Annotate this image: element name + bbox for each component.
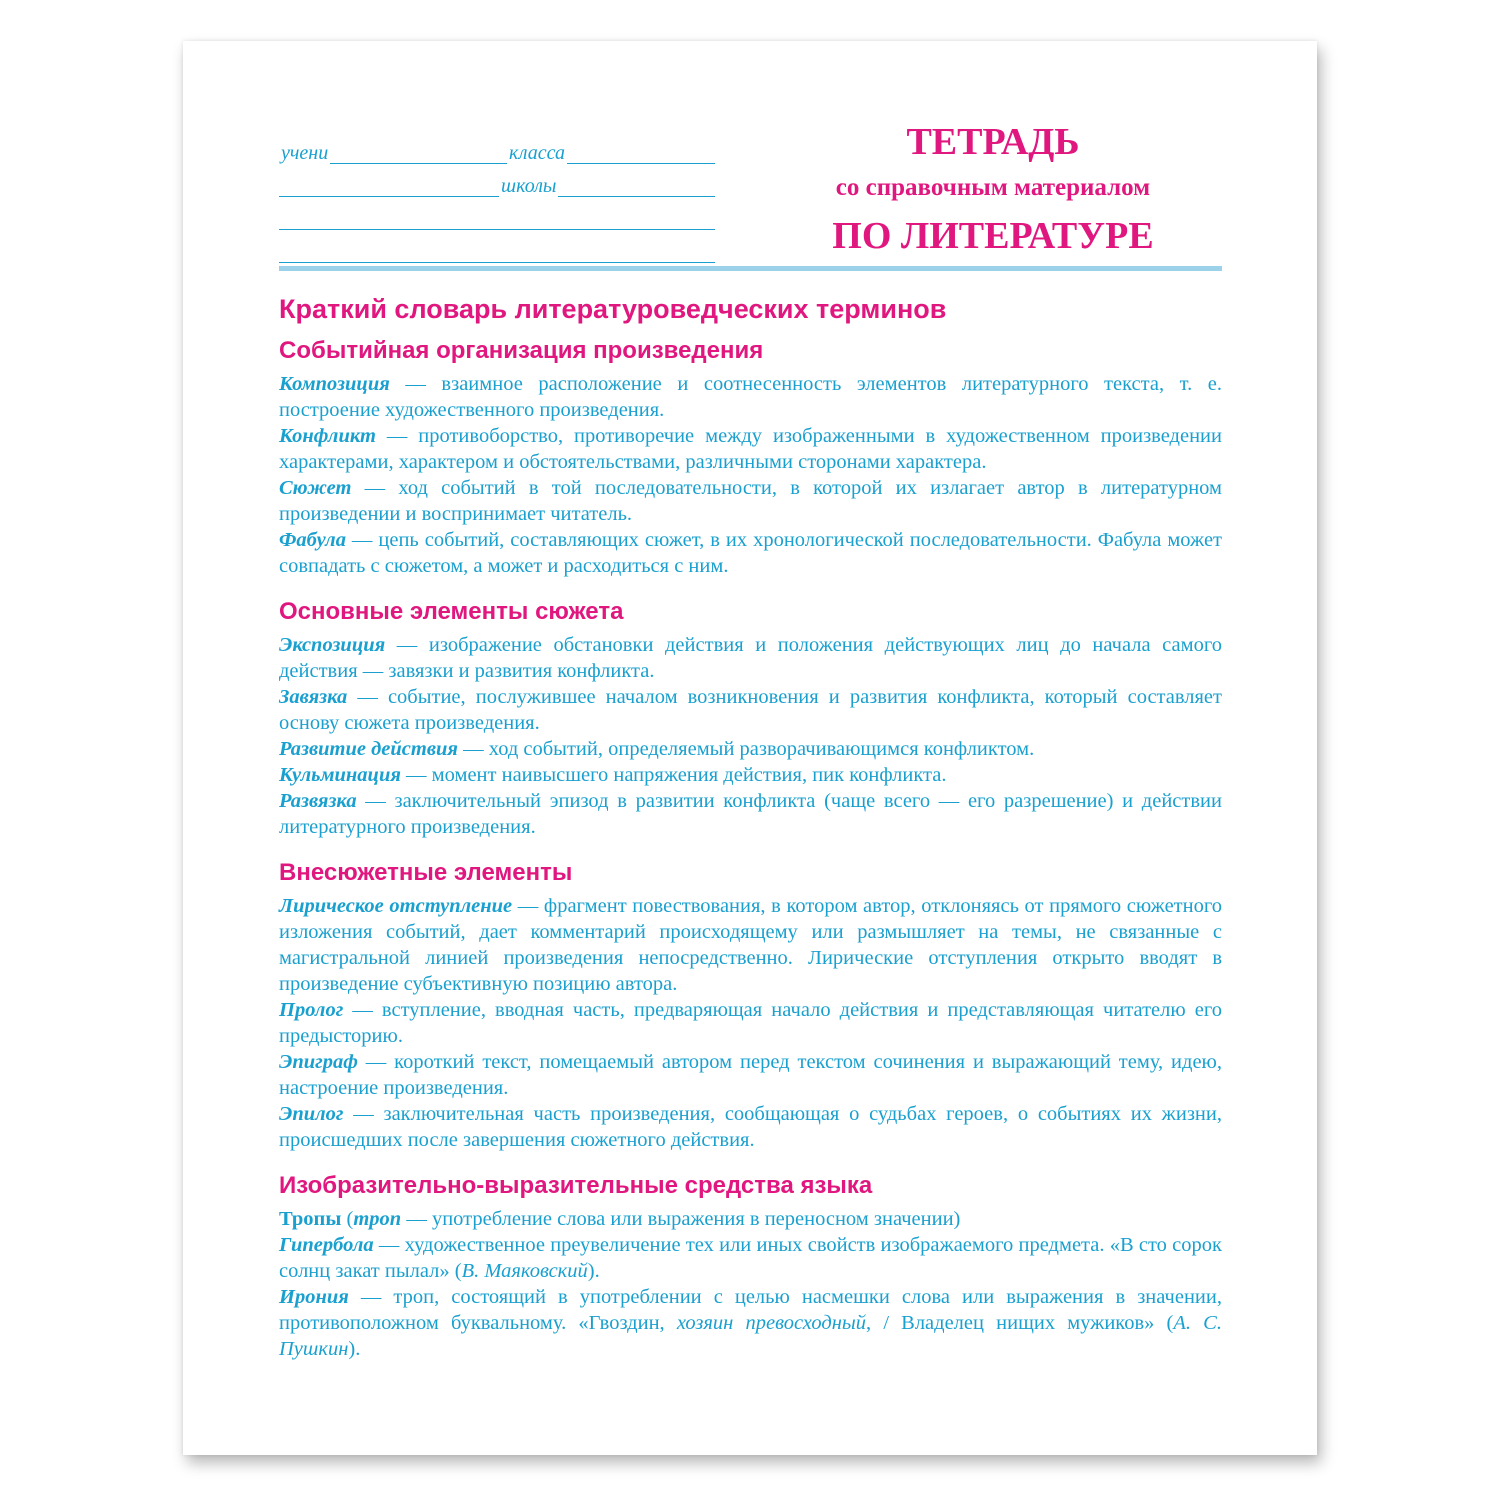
owner-form xyxy=(279,133,715,265)
section-heading: Основные элементы сюжета xyxy=(279,598,624,625)
term: Пролог xyxy=(279,999,344,1021)
definition: — цепь событий, составляющих сюжет, в их хронологической последовательности. Фабула может совпадать с сюжетом, а может и расходиться с ним. xyxy=(279,529,1222,577)
entry-fabula xyxy=(279,527,1222,579)
owner-line-3 xyxy=(279,199,715,232)
definition: — взаимное расположение и соотнесенность элементов литературного текста, т. е. построение художественного произведения. xyxy=(279,373,1222,421)
definition: — употребление слова или выражения в переносном значении) xyxy=(401,1208,961,1230)
entry-epigraph xyxy=(279,1049,1222,1101)
definition: — изображение обстановки действия и положения действующих лиц до начала самого действия — завязки и развития конфликта. xyxy=(279,634,1222,682)
owner-line-1 xyxy=(279,133,715,166)
definition: — событие, послужившее началом возникновения и развития конфликта, который составляет основу сюжета произведения. xyxy=(279,686,1222,734)
title-line-3: ПО ЛИТЕРАТУРЕ xyxy=(832,215,1154,257)
dictionary xyxy=(279,291,1222,1379)
entry-plot xyxy=(279,475,1222,527)
class-label: класса xyxy=(509,142,565,164)
entry-prologue xyxy=(279,997,1222,1049)
term: Развязка xyxy=(279,790,357,812)
definition: — троп, состоящий в употреблении с целью насмешки слова или выражения в значении, противоположном буквальному. «Гвоздин, xyxy=(279,1286,1222,1334)
term: Фабула xyxy=(279,529,346,551)
entry-hyperbole: Гипербола — художественное преувеличение тех или иных свойств изображаемого предмета. «В сто сорок солнц закат пылал» (В. Маяковский). xyxy=(279,1234,1222,1282)
section-extra-plot xyxy=(279,857,1222,1153)
term: Завязка xyxy=(279,686,348,708)
entry-epilogue xyxy=(279,1101,1222,1153)
section-heading: Изобразительно-выразительные средства языка xyxy=(279,1172,873,1199)
term: троп xyxy=(353,1208,402,1230)
term: Гипербола xyxy=(279,1234,374,1256)
section-heading: Событийная организация произведения xyxy=(279,337,764,364)
term: Кульминация xyxy=(279,764,401,786)
term: Композиция xyxy=(279,373,390,395)
term: Эпиграф xyxy=(279,1051,358,1073)
definition: — заключительная часть произведения, сообщающая о судьбах героев, о событиях их жизни, происшедших после завершения сюжетного действия. xyxy=(279,1103,1222,1151)
entry-climax xyxy=(279,762,1222,788)
section-heading: Внесюжетные элементы xyxy=(279,859,573,886)
term: Сюжет xyxy=(279,477,352,499)
section-event-organization xyxy=(279,335,1222,579)
term: Экспозиция xyxy=(279,634,386,656)
owner-line-4 xyxy=(279,232,715,265)
definition: — противоборство, противоречие между изображенными в художественном произведении характерами, характером и обстоятельствами, различными сторонами характера. xyxy=(279,425,1222,473)
term: Ирония xyxy=(279,1286,349,1308)
author: А. С. Пушкин xyxy=(279,1312,1222,1360)
quote-italic: хозяин превосходный xyxy=(676,1312,867,1334)
entry-composition xyxy=(279,371,1222,423)
entry-tropes: Тропы (троп — употребление слова или выражения в переносном значении) xyxy=(279,1208,961,1230)
section-expressive-means xyxy=(279,1170,1222,1362)
definition: — ход событий в той последовательности, в которой их излагает автор в литературном произведении и воспринимает читатель. xyxy=(279,477,1222,525)
entry-conflict xyxy=(279,423,1222,475)
term: Конфликт xyxy=(279,425,376,447)
definition: — короткий текст, помещаемый автором перед текстом сочинения и выражающий тему, идею, настроение произведения. xyxy=(279,1051,1222,1099)
definition: — художественное преувеличение тех или иных свойств изображаемого предмета. «В сто сорок солнц закат пылал» ( xyxy=(279,1234,1222,1282)
school-label: школы xyxy=(501,175,557,197)
dictionary-heading: Краткий словарь литературоведческих терминов xyxy=(279,294,947,324)
notebook-cover xyxy=(183,41,1317,1455)
divider-line xyxy=(279,266,1222,271)
author: В. Маяковский xyxy=(461,1260,588,1282)
entry-exposition xyxy=(279,632,1222,684)
term: Развитие действия xyxy=(279,738,458,760)
definition: — заключительный эпизод в развитии конфликта (чаще всего — его разрешение) и действии литературного произведения. xyxy=(279,790,1222,838)
definition: — вступление, вводная часть, предваряющая начало действия и представляющая читателю его предысторию. xyxy=(279,999,1222,1047)
tropes-label: Тропы xyxy=(279,1208,342,1230)
notebook-title xyxy=(783,119,1203,261)
term: Эпилог xyxy=(279,1103,344,1125)
definition: — момент наивысшего напряжения действия, пик конфликта. xyxy=(400,764,947,786)
owner-line-2 xyxy=(279,166,715,199)
entry-lyrical-digression xyxy=(279,893,1222,997)
section-plot-elements xyxy=(279,596,1222,840)
student-label: учени xyxy=(281,142,329,164)
definition: — фрагмент повествования, в котором автор, отклоняясь от прямого сюжетного изложения событий, дает комментарий происходящему или размышляет на темы, не связанные с магистральной линией произведения непосредственно. Лирические отступления открыто вводят в произведение субъективную позицию автора. xyxy=(279,895,1223,995)
title-line-1: ТЕТРАДЬ xyxy=(906,121,1080,163)
entry-setup xyxy=(279,684,1222,736)
entry-denouement xyxy=(279,788,1222,840)
definition: — ход событий, определяемый разворачивающимся конфликтом. xyxy=(457,738,1035,760)
entry-irony: Ирония — троп, состоящий в употреблении с целью насмешки слова или выражения в значении, противоположном буквальному. «Гвоздин, хозяин превосходный, / Владелец нищих мужиков» (А. С. Пушкин). xyxy=(279,1286,1222,1360)
term: Лирическое отступление xyxy=(279,895,513,917)
entry-development xyxy=(279,736,1222,762)
title-line-2: со справочным материалом xyxy=(835,174,1151,201)
